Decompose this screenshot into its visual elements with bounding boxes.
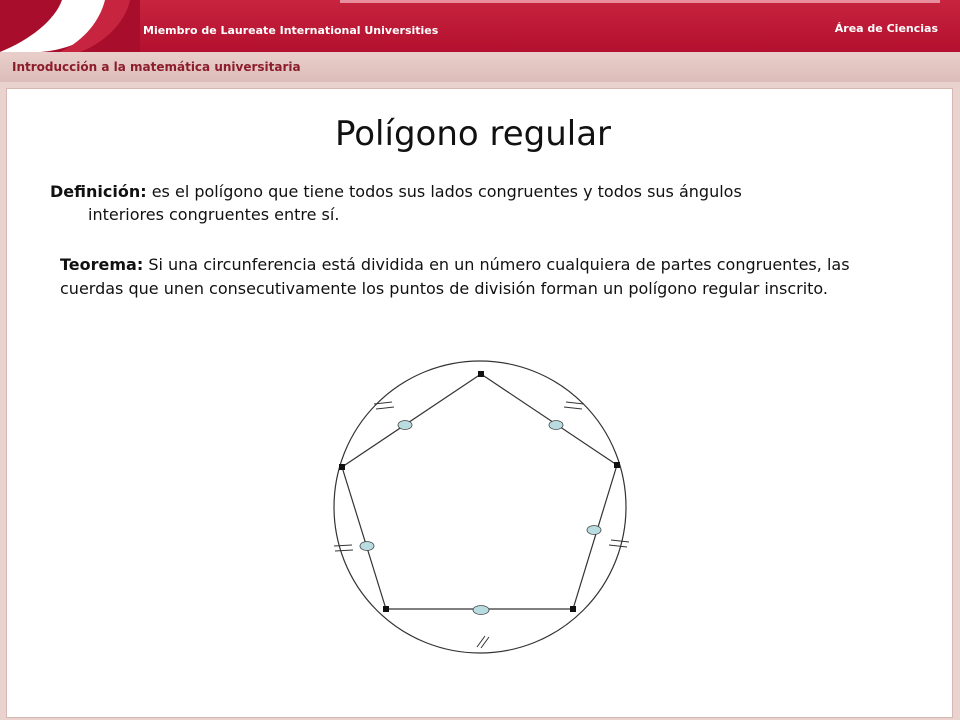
congruence-marker <box>549 421 563 430</box>
theorem-paragraph <box>60 253 880 301</box>
definition-text: es el polígono que tiene todos sus lados congruentes y todos sus ángulos <box>146 182 742 201</box>
vertex-point <box>383 606 389 612</box>
vertex-point <box>614 462 620 468</box>
vertex-point <box>478 371 484 377</box>
theorem-label: Teorema: <box>60 255 144 274</box>
congruence-marker <box>473 606 489 615</box>
vertex-point <box>339 464 345 470</box>
definition-paragraph <box>50 180 880 226</box>
vertex-point <box>570 606 576 612</box>
area-label: Área de Ciencias <box>834 22 938 35</box>
theorem-text: Si una circunferencia está dividida en un número cualquiera de partes congruentes, las cuerdas que unen consecutivamente los puntos de división forman un polígono regular inscrito. <box>60 255 850 298</box>
course-title: Introducción a la matemática universitaria <box>12 60 301 74</box>
definition-text-continued: interiores congruentes entre sí. <box>88 205 340 224</box>
congruence-marker <box>360 542 374 551</box>
top-banner <box>0 0 960 52</box>
inscribed-pentagon-diagram <box>320 360 640 660</box>
congruence-marker <box>398 421 412 430</box>
brand-text: Miembro de Laureate International Universities <box>143 24 439 37</box>
regular-pentagon <box>342 374 617 609</box>
university-logo <box>0 0 140 52</box>
slide-title: Polígono regular <box>334 114 612 154</box>
course-header <box>0 52 960 82</box>
definition-label: Definición: <box>50 182 147 201</box>
top-accent-strip <box>340 0 940 3</box>
congruence-marker <box>587 526 601 535</box>
